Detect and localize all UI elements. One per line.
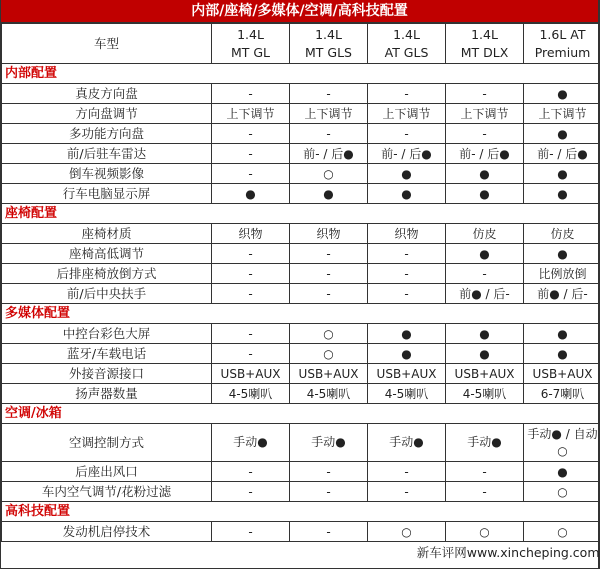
- section-title: 座椅配置: [2, 204, 600, 224]
- model-header-row: [2, 24, 600, 64]
- feature-label: 前/后驻车雷达: [2, 144, 212, 164]
- feature-label: 蓝牙/车载电话: [2, 344, 212, 364]
- model-header-2: 1.4L MT GLS: [290, 24, 368, 64]
- feature-value-cell: -: [212, 124, 290, 144]
- feature-value-cell: 6-7喇叭: [524, 384, 600, 404]
- feature-label: 真皮方向盘: [2, 84, 212, 104]
- feature-value-cell: 织物: [290, 224, 368, 244]
- feature-value-cell: 上下调节: [212, 104, 290, 124]
- feature-value-cell: -: [446, 482, 524, 502]
- feature-value-cell: USB+AUX: [212, 364, 290, 384]
- section-header: [2, 64, 600, 84]
- feature-value-cell: -: [446, 462, 524, 482]
- feature-value-cell: -: [368, 462, 446, 482]
- feature-label: 座椅材质: [2, 224, 212, 244]
- feature-value-cell: -: [290, 522, 368, 542]
- feature-value-cell: 前- / 后●: [524, 144, 600, 164]
- feature-label: 车内空气调节/花粉过滤: [2, 482, 212, 502]
- feature-value-cell: 手动● / 自动○: [524, 424, 600, 462]
- feature-value-cell: USB+AUX: [524, 364, 600, 384]
- section-title: 高科技配置: [2, 502, 600, 522]
- feature-value-cell: ●: [212, 184, 290, 204]
- table-row: [2, 164, 600, 184]
- feature-value-cell: -: [290, 482, 368, 502]
- section-title: 内部配置: [2, 64, 600, 84]
- feature-value-cell: 上下调节: [368, 104, 446, 124]
- feature-label: 行车电脑显示屏: [2, 184, 212, 204]
- feature-value-cell: ●: [524, 344, 600, 364]
- feature-value-cell: ●: [524, 324, 600, 344]
- table-row: [2, 184, 600, 204]
- feature-value-cell: -: [212, 482, 290, 502]
- feature-value-cell: ○: [368, 522, 446, 542]
- table-row: [2, 462, 600, 482]
- feature-value-cell: ●: [368, 184, 446, 204]
- feature-value-cell: ○: [446, 522, 524, 542]
- feature-value-cell: -: [290, 284, 368, 304]
- table-row: [2, 104, 600, 124]
- feature-value-cell: 4-5喇叭: [446, 384, 524, 404]
- feature-value-cell: -: [212, 522, 290, 542]
- model-header-1: 1.4L MT GL: [212, 24, 290, 64]
- feature-value-cell: 前● / 后-: [446, 284, 524, 304]
- feature-value-cell: ●: [524, 124, 600, 144]
- feature-value-cell: -: [212, 144, 290, 164]
- feature-label: 座椅高低调节: [2, 244, 212, 264]
- feature-value-cell: ●: [446, 244, 524, 264]
- watermark: 新车评网www.xincheping.com: [416, 544, 600, 560]
- feature-label: 前/后中央扶手: [2, 284, 212, 304]
- feature-value-cell: ●: [446, 344, 524, 364]
- feature-value-cell: 仿皮: [446, 224, 524, 244]
- feature-value-cell: ●: [446, 164, 524, 184]
- feature-label: 多功能方向盘: [2, 124, 212, 144]
- feature-value-cell: -: [368, 264, 446, 284]
- feature-value-cell: 织物: [368, 224, 446, 244]
- feature-value-cell: ●: [368, 324, 446, 344]
- feature-value-cell: -: [212, 164, 290, 184]
- feature-value-cell: ●: [524, 244, 600, 264]
- model-header-4: 1.4L MT DLX: [446, 24, 524, 64]
- feature-value-cell: -: [368, 84, 446, 104]
- section-header: [2, 304, 600, 324]
- table-row: [2, 84, 600, 104]
- feature-value-cell: ●: [524, 462, 600, 482]
- feature-value-cell: USB+AUX: [446, 364, 524, 384]
- feature-value-cell: 上下调节: [446, 104, 524, 124]
- feature-value-cell: 手动●: [212, 424, 290, 462]
- feature-value-cell: 仿皮: [524, 224, 600, 244]
- sheet-title: 内部/座椅/多媒体/空调/高科技配置: [1, 0, 598, 23]
- feature-value-cell: -: [290, 264, 368, 284]
- feature-value-cell: -: [290, 244, 368, 264]
- footer-row: [2, 542, 600, 564]
- feature-value-cell: ○: [524, 482, 600, 502]
- feature-value-cell: 4-5喇叭: [368, 384, 446, 404]
- section-title: 空调/冰箱: [2, 404, 600, 424]
- feature-value-cell: -: [446, 84, 524, 104]
- feature-value-cell: -: [212, 284, 290, 304]
- model-header-label: 车型: [2, 24, 212, 64]
- feature-label: 扬声器数量: [2, 384, 212, 404]
- table-row: [2, 124, 600, 144]
- table-row: [2, 264, 600, 284]
- feature-value-cell: ●: [524, 164, 600, 184]
- table-row: [2, 364, 600, 384]
- feature-value-cell: -: [290, 462, 368, 482]
- feature-label: 方向盘调节: [2, 104, 212, 124]
- feature-label: 倒车视频影像: [2, 164, 212, 184]
- feature-value-cell: 前- / 后●: [368, 144, 446, 164]
- feature-value-cell: 4-5喇叭: [290, 384, 368, 404]
- feature-value-cell: -: [212, 344, 290, 364]
- feature-value-cell: -: [212, 244, 290, 264]
- feature-label: 发动机启停技术: [2, 522, 212, 542]
- feature-value-cell: 手动●: [368, 424, 446, 462]
- feature-value-cell: 4-5喇叭: [212, 384, 290, 404]
- feature-value-cell: -: [368, 244, 446, 264]
- feature-label: 中控台彩色大屏: [2, 324, 212, 344]
- feature-value-cell: 前- / 后●: [446, 144, 524, 164]
- table-row: [2, 324, 600, 344]
- feature-value-cell: ○: [290, 324, 368, 344]
- feature-value-cell: -: [212, 84, 290, 104]
- feature-value-cell: ○: [290, 344, 368, 364]
- feature-value-cell: 比例放倒: [524, 264, 600, 284]
- feature-value-cell: -: [368, 124, 446, 144]
- feature-value-cell: 上下调节: [290, 104, 368, 124]
- feature-value-cell: ○: [290, 164, 368, 184]
- feature-value-cell: ●: [446, 324, 524, 344]
- feature-value-cell: 手动●: [290, 424, 368, 462]
- feature-value-cell: ●: [524, 84, 600, 104]
- section-header: [2, 404, 600, 424]
- feature-value-cell: -: [212, 462, 290, 482]
- feature-value-cell: -: [290, 124, 368, 144]
- feature-value-cell: -: [290, 84, 368, 104]
- feature-value-cell: -: [212, 324, 290, 344]
- feature-value-cell: -: [446, 124, 524, 144]
- feature-value-cell: -: [446, 264, 524, 284]
- feature-value-cell: ●: [368, 164, 446, 184]
- feature-label: 外接音源接口: [2, 364, 212, 384]
- table-row: [2, 284, 600, 304]
- feature-value-cell: USB+AUX: [290, 364, 368, 384]
- table-row: [2, 244, 600, 264]
- feature-value-cell: 织物: [212, 224, 290, 244]
- table-row: [2, 424, 600, 462]
- feature-value-cell: 前- / 后●: [290, 144, 368, 164]
- feature-value-cell: -: [212, 264, 290, 284]
- section-header: [2, 204, 600, 224]
- feature-value-cell: ●: [290, 184, 368, 204]
- model-header-5: 1.6L AT Premium: [524, 24, 600, 64]
- feature-value-cell: 上下调节: [524, 104, 600, 124]
- table-row: [2, 344, 600, 364]
- section-title: 多媒体配置: [2, 304, 600, 324]
- table-row: [2, 144, 600, 164]
- feature-label: 后排座椅放倒方式: [2, 264, 212, 284]
- feature-label: 空调控制方式: [2, 424, 212, 462]
- feature-value-cell: ○: [524, 522, 600, 542]
- feature-value-cell: ●: [368, 344, 446, 364]
- feature-value-cell: ●: [446, 184, 524, 204]
- feature-label: 后座出风口: [2, 462, 212, 482]
- feature-value-cell: 手动●: [446, 424, 524, 462]
- table-row: [2, 224, 600, 244]
- feature-value-cell: -: [368, 284, 446, 304]
- feature-value-cell: -: [368, 482, 446, 502]
- feature-value-cell: 前● / 后-: [524, 284, 600, 304]
- table-row: [2, 384, 600, 404]
- table-row: [2, 522, 600, 542]
- table-row: [2, 482, 600, 502]
- spec-table: [1, 23, 600, 564]
- feature-value-cell: ●: [524, 184, 600, 204]
- section-header: [2, 502, 600, 522]
- feature-value-cell: USB+AUX: [368, 364, 446, 384]
- model-header-3: 1.4L AT GLS: [368, 24, 446, 64]
